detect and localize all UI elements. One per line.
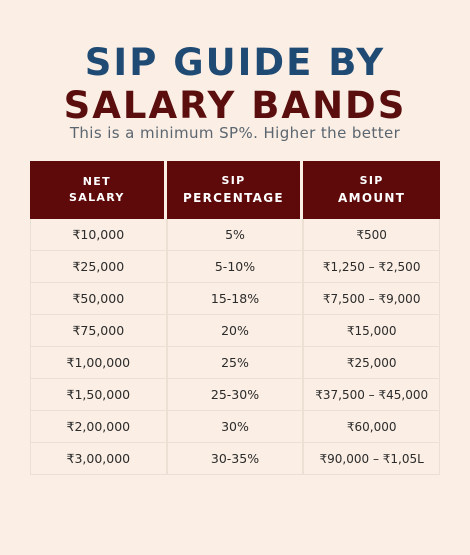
cell-salary: ₹3,00,000 [30,443,167,475]
header-sip-amount-line1: SIP [359,173,384,187]
table-row [30,251,440,283]
cell-amount: ₹90,000 – ₹1,05L [303,443,440,475]
cell-amount: ₹500 [303,219,440,251]
cell-salary: ₹1,50,000 [30,379,167,411]
table-row [30,219,440,251]
table-row [30,411,440,443]
cell-percentage: 30-35% [167,443,304,475]
table-row [30,283,440,315]
header-sip-percentage [167,161,304,219]
subtitle: This is a minimum SP%. Higher the better [69,124,401,142]
sip-table-grid [30,161,440,475]
table-row [30,443,440,475]
header-net-salary-line2: SALARY [69,191,125,204]
cell-percentage: 5% [167,219,304,251]
cell-percentage: 15-18% [167,283,304,315]
header-sip-amount-line2: AMOUNT [338,191,406,206]
cell-salary: ₹75,000 [30,315,167,347]
cell-amount: ₹37,500 – ₹45,000 [303,379,440,411]
cell-salary: ₹50,000 [30,283,167,315]
table-row [30,315,440,347]
cell-percentage: 5-10% [167,251,304,283]
title-line-1: SIP GUIDE BY [84,41,386,84]
cell-percentage: 20% [167,315,304,347]
table-header-row [30,161,440,219]
cell-percentage: 25% [167,347,304,379]
cell-salary: ₹2,00,000 [30,411,167,443]
cell-salary: ₹1,00,000 [30,347,167,379]
sip-table [30,161,440,475]
cell-amount: ₹1,250 – ₹2,500 [303,251,440,283]
header-net-salary [30,161,167,219]
header-sip-amount [303,161,440,219]
cell-percentage: 25-30% [167,379,304,411]
header-sip-percentage-line1: SIP [221,173,246,187]
cell-percentage: 30% [167,411,304,443]
table-row [30,347,440,379]
cell-amount: ₹25,000 [303,347,440,379]
cell-salary: ₹10,000 [30,219,167,251]
cell-salary: ₹25,000 [30,251,167,283]
title-line-2: SALARY BANDS [63,84,407,127]
table-row [30,379,440,411]
header-sip-percentage-line2: PERCENTAGE [183,191,284,206]
cell-amount: ₹7,500 – ₹9,000 [303,283,440,315]
cell-amount: ₹15,000 [303,315,440,347]
header-net-salary-line1: NET [82,174,111,188]
cell-amount: ₹60,000 [303,411,440,443]
